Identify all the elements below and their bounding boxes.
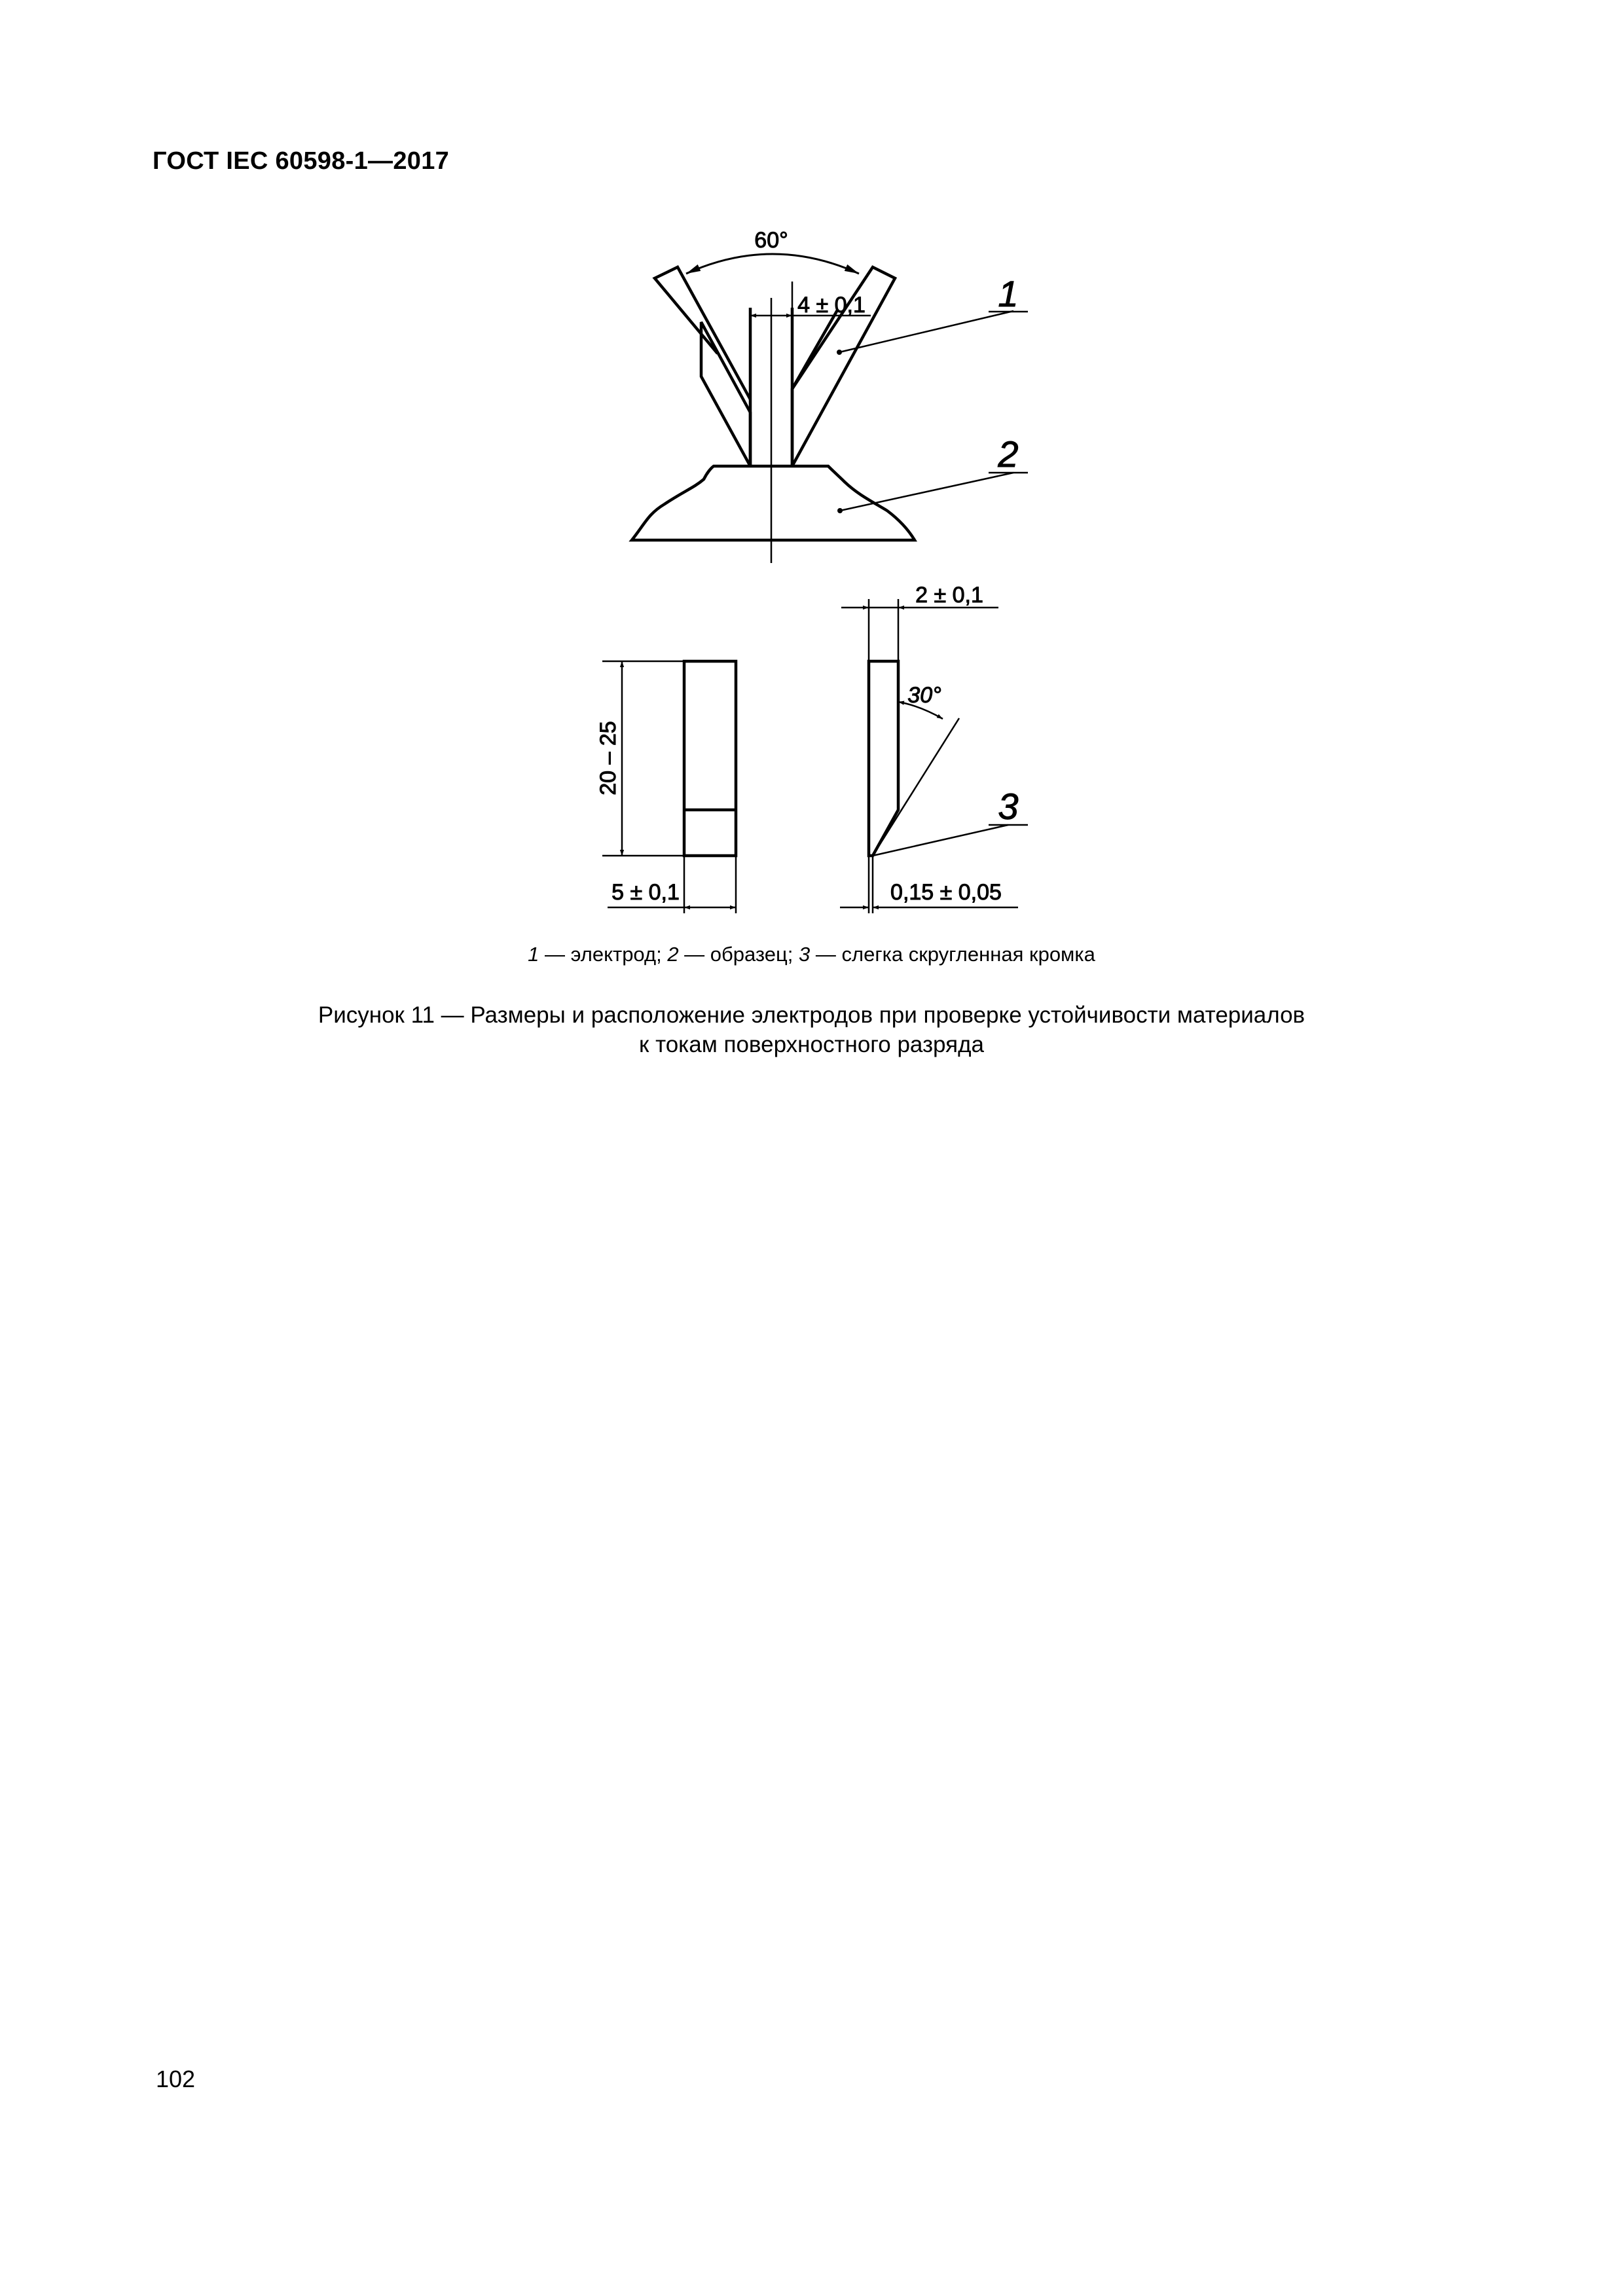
dim-60-arc bbox=[686, 254, 859, 274]
document-header: ГОСТ IEC 60598-1—2017 bbox=[153, 147, 450, 175]
electrode-side-body bbox=[869, 661, 898, 856]
figure-11 bbox=[0, 0, 1623, 982]
electrodes-assembly bbox=[632, 228, 1028, 563]
electrode-side-view bbox=[840, 583, 1028, 913]
callout-2-leader bbox=[840, 473, 1013, 511]
callout-1: 1 bbox=[998, 273, 1019, 314]
dim-thickness: 2 ± 0,1 bbox=[915, 583, 983, 608]
dim-height: 20 – 25 bbox=[596, 721, 621, 795]
callout-2: 2 bbox=[998, 433, 1019, 475]
figure-legend bbox=[0, 943, 1623, 966]
callout-3-leader bbox=[873, 825, 1008, 856]
electrode-drawing bbox=[0, 0, 1623, 982]
electrode-front-body bbox=[684, 661, 736, 856]
dim-angle-edge: 30° bbox=[907, 683, 941, 708]
legend-text-1: — электрод; bbox=[539, 943, 668, 966]
figure-caption bbox=[0, 1000, 1623, 1059]
dim-angle-top: 60° bbox=[754, 228, 788, 253]
dim-width: 5 ± 0,1 bbox=[611, 880, 680, 905]
legend-text-3: — слегка скругленная кромка bbox=[810, 943, 1095, 966]
legend-num-3: 3 bbox=[799, 943, 811, 966]
callout-3: 3 bbox=[998, 786, 1019, 827]
caption-line-2: к токам поверхностного разряда bbox=[639, 1032, 984, 1057]
dim-gap: 4 ± 0,1 bbox=[797, 293, 866, 318]
dim-edge-radius: 0,15 ± 0,05 bbox=[890, 880, 1002, 905]
page-number: 102 bbox=[156, 2066, 196, 2092]
caption-line-1: Рисунок 11 — Размеры и расположение электродов при проверке устойчивости материалов bbox=[318, 1002, 1305, 1028]
legend-text-2: — образец; bbox=[678, 943, 799, 966]
legend-num-2: 2 bbox=[667, 943, 679, 966]
electrode-front-view bbox=[596, 661, 736, 913]
legend-num-1: 1 bbox=[528, 943, 539, 966]
